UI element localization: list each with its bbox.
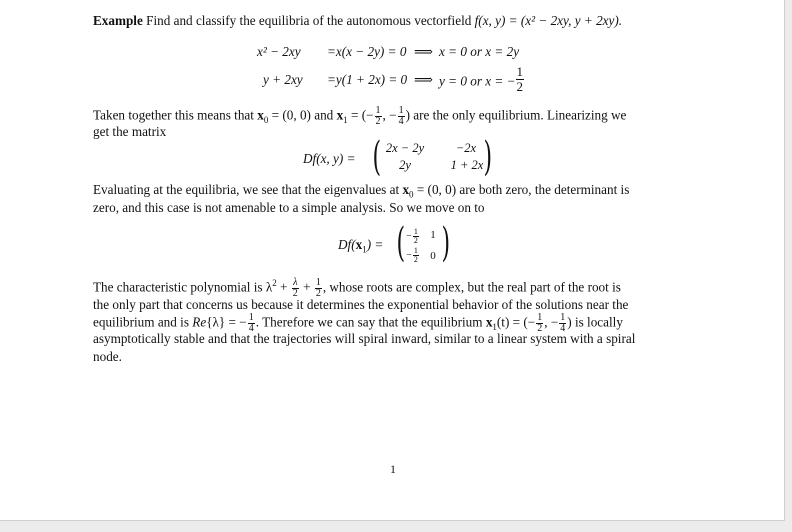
paragraph-3-line-4: asymptotically stable and that the trajectories will spiral inward, similar to a linear system with a spiral [93, 331, 636, 346]
eq1-arrow: ⟹ [414, 44, 433, 59]
paragraph-1-line-1: Taken together this means that $x_0 = (0$, 0) and $x_1$ = (− $\frac{1}{2}$ , − $\frac{1}{4}$ ) are the only equilibrium. Linearizing we [93, 105, 627, 127]
matrix2-cell-21: − $\frac{1}{2}$ [406, 246, 418, 264]
eq2-lhs: y + 2xy [263, 72, 303, 87]
matrix-cell-11: 2x − 2y [385, 141, 425, 155]
eq2-middle: =y(1 + 2x) = 0 [327, 72, 408, 87]
matrix2-cell-11: − $\frac{1}{2}$ [406, 227, 418, 245]
heading-text: Find and classify the equilibria of the autonomous vectorfield [146, 13, 472, 28]
jacobian2-label: $Df(x_1)$ = [338, 237, 384, 255]
paragraph-3-line-5: node. [93, 349, 122, 364]
matrix2-cell-12: 1 [430, 229, 436, 241]
example-label: Example [93, 13, 143, 28]
paragraph-3-line-1: The characteristic polynomial is $\lambda^2$ + $\frac{\lambda}{2}$ + $\frac{1}{2}$ , whose roots are complex, but the real part of the root is [93, 277, 621, 299]
fraction-quarter: $\frac{1}{4}$ [398, 105, 404, 127]
eq2-rhs: y = 0 or x = − $\frac{1}{2}$ [439, 64, 524, 94]
page-number: 1 [390, 462, 396, 476]
fraction-half: $\frac{1}{2}$ [375, 105, 381, 127]
jacobian-label: Df(x, y) = [303, 151, 356, 166]
paragraph-3-line-2: the only part that concerns us because it determines the exponential behavior of the solutions near the [93, 297, 629, 312]
paragraph-2-line-2: zero, and this case is not amenable to a simple analysis. So we move on to [93, 200, 485, 215]
eq1-middle: =x(x − 2y) = 0 [327, 44, 407, 59]
matrix-cell-12: −2x [455, 141, 477, 155]
matrix2-cell-22: 0 [430, 250, 436, 262]
eq1-rhs: x = 0 or x = 2y [439, 44, 520, 59]
paragraph-2-line-1: Evaluating at the equilibria, we see that the eigenvalues at $x_0 = (0$, 0) are both zero, the determinant is [93, 182, 630, 200]
heading-formula: f(x, y) = (x² − 2xy, y + 2xy). [474, 13, 623, 28]
eq2-arrow: ⟹ [414, 72, 433, 87]
matrix-cell-21: 2y [399, 158, 411, 172]
matrix-cell-22: 1 + 2x [450, 158, 484, 172]
right-paren-2: ) [441, 220, 451, 266]
eq2-fraction: $\frac{1}{2}$ [516, 64, 524, 94]
right-paren: ) [483, 134, 493, 180]
left-paren-2: ( [396, 220, 406, 266]
example-heading [93, 12, 622, 29]
paragraph-1-line-2: get the matrix [93, 124, 167, 139]
left-paren: ( [372, 134, 382, 180]
eq1-lhs: x² − 2xy [257, 44, 301, 59]
paragraph-3-line-3: equilibrium and is Re{λ} = − $\frac{1}{4}$ . Therefore we can say that the equilibrium $x_1(t)$ = (− $\frac{1}{2}$ , − $\frac{1}{4}$ ) is locally [93, 312, 623, 334]
equation-line-1 [257, 43, 301, 60]
